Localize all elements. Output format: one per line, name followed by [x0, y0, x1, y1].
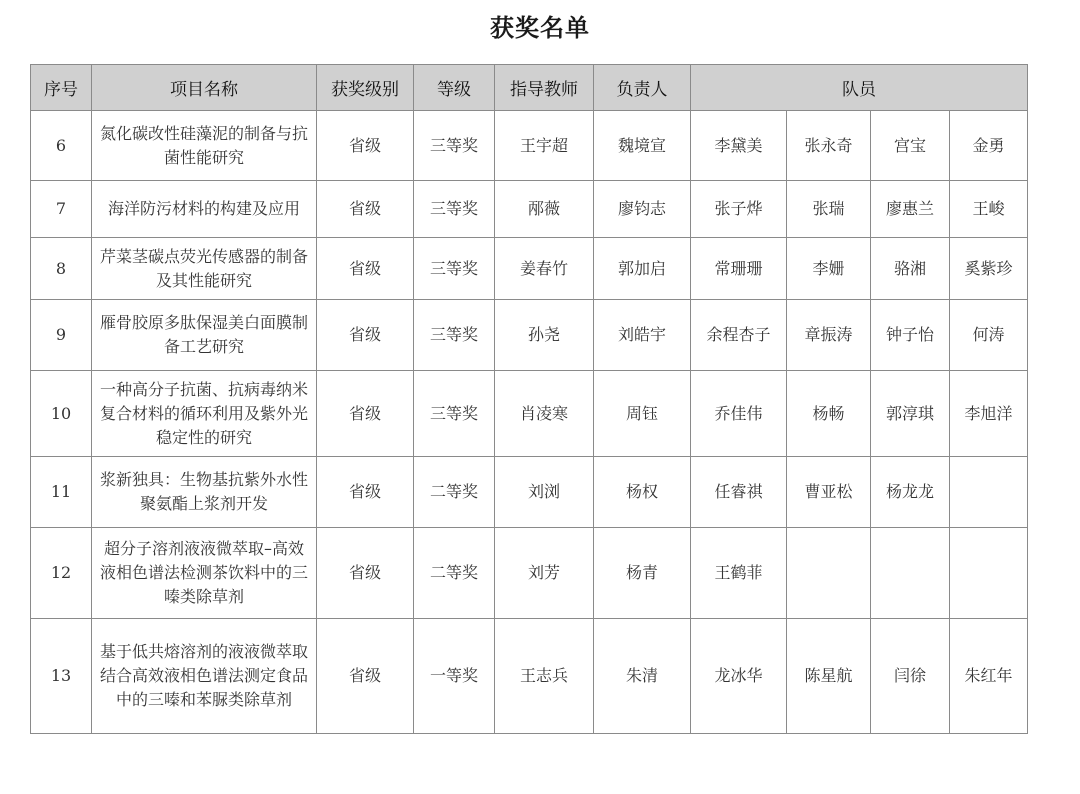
table-row	[31, 619, 1028, 734]
row-grade: 三等奖	[414, 181, 495, 238]
row-member: 章振涛	[787, 300, 871, 371]
row-grade: 三等奖	[414, 371, 495, 457]
row-project: 超分子溶剂液液微萃取–高效液相色谱法检测茶饮料中的三嗪类除草剂	[92, 528, 317, 619]
row-member: 奚紫珍	[950, 238, 1028, 300]
row-advisor: 王志兵	[495, 619, 594, 734]
row-member: 廖惠兰	[871, 181, 950, 238]
row-project: 浆新独具：生物基抗紫外水性聚氨酯上浆剂开发	[92, 457, 317, 528]
row-leader: 郭加启	[594, 238, 691, 300]
row-member: 张永奇	[787, 111, 871, 181]
table-row	[31, 238, 1028, 300]
header-members: 队员	[691, 65, 1028, 111]
row-grade: 二等奖	[414, 528, 495, 619]
row-project: 雁骨胶原多肽保湿美白面膜制备工艺研究	[92, 300, 317, 371]
row-member: 杨畅	[787, 371, 871, 457]
row-project: 芹菜茎碳点荧光传感器的制备及其性能研究	[92, 238, 317, 300]
row-leader: 杨青	[594, 528, 691, 619]
row-member: 常珊珊	[691, 238, 787, 300]
row-member: 张子烨	[691, 181, 787, 238]
row-leader: 杨权	[594, 457, 691, 528]
header-advisor: 指导教师	[495, 65, 594, 111]
row-award-level: 省级	[317, 238, 414, 300]
row-member: 曹亚松	[787, 457, 871, 528]
row-member: 乔佳伟	[691, 371, 787, 457]
row-grade: 三等奖	[414, 238, 495, 300]
table-row	[31, 528, 1028, 619]
row-leader: 朱清	[594, 619, 691, 734]
header-project: 项目名称	[92, 65, 317, 111]
row-advisor: 刘浏	[495, 457, 594, 528]
table-row	[31, 457, 1028, 528]
row-index: 11	[31, 457, 92, 528]
row-member	[871, 528, 950, 619]
row-member: 骆湘	[871, 238, 950, 300]
row-advisor: 姜春竹	[495, 238, 594, 300]
row-index: 7	[31, 181, 92, 238]
row-member: 张瑞	[787, 181, 871, 238]
row-leader: 刘皓宇	[594, 300, 691, 371]
row-member: 宫宝	[871, 111, 950, 181]
row-project: 一种高分子抗菌、抗病毒纳米复合材料的循环利用及紫外光稳定性的研究	[92, 371, 317, 457]
row-member	[950, 528, 1028, 619]
row-member: 金勇	[950, 111, 1028, 181]
header-leader: 负责人	[594, 65, 691, 111]
row-grade: 三等奖	[414, 300, 495, 371]
row-award-level: 省级	[317, 300, 414, 371]
row-member: 杨龙龙	[871, 457, 950, 528]
row-member: 余程杏子	[691, 300, 787, 371]
row-grade: 二等奖	[414, 457, 495, 528]
row-award-level: 省级	[317, 371, 414, 457]
row-advisor: 孙尧	[495, 300, 594, 371]
row-member: 王鹤菲	[691, 528, 787, 619]
row-award-level: 省级	[317, 528, 414, 619]
row-leader: 周钰	[594, 371, 691, 457]
table-row	[31, 371, 1028, 457]
row-leader: 魏境宣	[594, 111, 691, 181]
row-index: 10	[31, 371, 92, 457]
row-member: 郭淳琪	[871, 371, 950, 457]
row-member: 任睿祺	[691, 457, 787, 528]
row-member: 陈星航	[787, 619, 871, 734]
row-member: 何涛	[950, 300, 1028, 371]
row-index: 9	[31, 300, 92, 371]
table-row	[31, 300, 1028, 371]
row-member	[787, 528, 871, 619]
row-award-level: 省级	[317, 619, 414, 734]
row-advisor: 肖凌寒	[495, 371, 594, 457]
row-advisor: 邴薇	[495, 181, 594, 238]
row-member	[950, 457, 1028, 528]
table-row	[31, 111, 1028, 181]
row-index: 6	[31, 111, 92, 181]
row-member: 李姗	[787, 238, 871, 300]
header-award-level: 获奖级别	[317, 65, 414, 111]
row-advisor: 刘芳	[495, 528, 594, 619]
row-project: 氮化碳改性硅藻泥的制备与抗菌性能研究	[92, 111, 317, 181]
row-member: 闫徐	[871, 619, 950, 734]
row-index: 13	[31, 619, 92, 734]
row-project: 基于低共熔溶剂的液液微萃取结合高效液相色谱法测定食品中的三嗪和苯脲类除草剂	[92, 619, 317, 734]
header-row	[31, 65, 1028, 111]
row-grade: 三等奖	[414, 111, 495, 181]
row-member: 钟子怡	[871, 300, 950, 371]
row-award-level: 省级	[317, 111, 414, 181]
table-row	[31, 181, 1028, 238]
header-grade: 等级	[414, 65, 495, 111]
row-member: 王峻	[950, 181, 1028, 238]
row-leader: 廖钧志	[594, 181, 691, 238]
row-member: 李旭洋	[950, 371, 1028, 457]
header-index: 序号	[31, 65, 92, 111]
page-title: 获奖名单	[490, 14, 590, 42]
row-member: 朱红年	[950, 619, 1028, 734]
row-index: 8	[31, 238, 92, 300]
awards-table	[30, 64, 1028, 734]
row-advisor: 王宇超	[495, 111, 594, 181]
row-award-level: 省级	[317, 457, 414, 528]
row-index: 12	[31, 528, 92, 619]
row-project: 海洋防污材料的构建及应用	[92, 181, 317, 238]
row-member: 龙冰华	[691, 619, 787, 734]
row-member: 李黛美	[691, 111, 787, 181]
row-award-level: 省级	[317, 181, 414, 238]
row-grade: 一等奖	[414, 619, 495, 734]
